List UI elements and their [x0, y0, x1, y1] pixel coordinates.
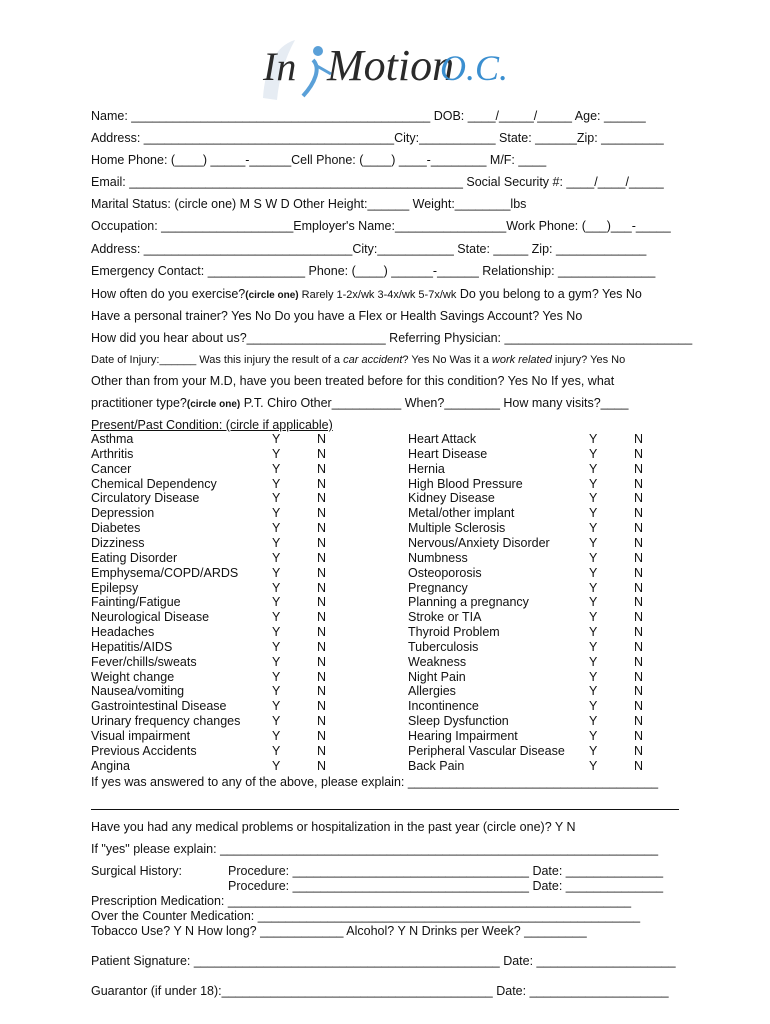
- condition-label: Arthritis: [91, 446, 134, 461]
- condition-yes-option[interactable]: Y: [272, 580, 281, 595]
- condition-label: High Blood Pressure: [408, 476, 523, 491]
- condition-yes-option[interactable]: Y: [272, 743, 281, 758]
- condition-yes-option[interactable]: Y: [272, 699, 281, 714]
- condition-no-option[interactable]: N: [634, 625, 644, 640]
- condition-label: Incontinence: [408, 699, 479, 714]
- condition-yes-option[interactable]: Y: [272, 669, 281, 684]
- condition-label: Eating Disorder: [91, 550, 178, 565]
- condition-label: Stroke or TIA: [408, 610, 482, 625]
- condition-label: Neurological Disease: [91, 610, 210, 625]
- work-injury-yes-no[interactable]: injury? Yes No: [551, 354, 626, 366]
- condition-label: Osteoporosis: [408, 565, 482, 580]
- condition-label: Asthma: [91, 432, 134, 446]
- condition-yes-option[interactable]: Y: [589, 654, 598, 669]
- guarantor-signature-line[interactable]: Guarantor (if under 18):_______________________________________ Date: ____________________: [91, 984, 669, 998]
- explain-continuation-rule[interactable]: [91, 809, 679, 810]
- condition-no-option[interactable]: N: [317, 595, 327, 610]
- prior-treatment-line[interactable]: Other than from your M.D, have you been treated before for this condition? Yes No If yes, what: [91, 374, 615, 388]
- condition-label: Angina: [91, 758, 130, 773]
- phone-line[interactable]: Home Phone: (____) _____-______Cell Phone: (____) ____-________ M/F: ____: [91, 153, 547, 167]
- condition-label: Back Pain: [408, 758, 465, 773]
- condition-label: Heart Attack: [408, 432, 477, 446]
- condition-label: Epilepsy: [91, 580, 139, 595]
- marital-height-weight-line[interactable]: Marital Status: (circle one) M S W D Other Height:______ Weight:________lbs: [91, 197, 527, 211]
- svg-text:In: In: [263, 44, 297, 89]
- practitioner-label: practitioner type?: [91, 396, 187, 410]
- condition-yes-option[interactable]: Y: [589, 446, 598, 461]
- condition-label: Emphysema/COPD/ARDS: [91, 565, 239, 580]
- condition-no-option[interactable]: N: [317, 580, 327, 595]
- condition-yes-option[interactable]: Y: [589, 743, 598, 758]
- patient-signature-line[interactable]: Patient Signature: ____________________________________________ Date: ____________________: [91, 954, 676, 968]
- svg-text:O.C.: O.C.: [440, 48, 509, 88]
- condition-yes-option[interactable]: Y: [589, 699, 598, 714]
- condition-no-option[interactable]: N: [317, 610, 327, 625]
- condition-no-option[interactable]: N: [317, 743, 327, 758]
- exercise-question: How often do you exercise?: [91, 287, 246, 301]
- condition-no-option[interactable]: N: [634, 535, 644, 550]
- condition-yes-option[interactable]: Y: [272, 446, 281, 461]
- condition-no-option[interactable]: N: [317, 684, 327, 699]
- condition-label: Nausea/vomiting: [91, 684, 185, 699]
- condition-no-option[interactable]: N: [317, 639, 327, 654]
- condition-label: Fever/chills/sweats: [91, 654, 197, 669]
- svg-text:Motion: Motion: [327, 41, 455, 90]
- condition-no-option[interactable]: N: [317, 521, 327, 536]
- condition-no-option[interactable]: N: [317, 714, 327, 729]
- condition-no-option[interactable]: N: [634, 610, 644, 625]
- trainer-flex-line[interactable]: Have a personal trainer? Yes No Do you have a Flex or Health Savings Account? Yes No: [91, 309, 583, 323]
- condition-yes-option[interactable]: Y: [272, 432, 281, 446]
- condition-yes-option[interactable]: Y: [272, 714, 281, 729]
- conditions-header: Present/Past Condition: (circle if applicable): [91, 418, 333, 432]
- condition-yes-option[interactable]: Y: [589, 535, 598, 550]
- condition-label: Cancer: [91, 461, 132, 476]
- procedure-line-1[interactable]: Procedure: __________________________________ Date: ______________: [228, 864, 664, 878]
- condition-label: Circulatory Disease: [91, 491, 200, 506]
- condition-label: Fainting/Fatigue: [91, 595, 181, 610]
- condition-no-option[interactable]: N: [634, 446, 644, 461]
- condition-label: Weight change: [91, 669, 175, 684]
- condition-no-option[interactable]: N: [317, 699, 327, 714]
- condition-no-option[interactable]: N: [317, 758, 327, 773]
- hospitalization-line[interactable]: Have you had any medical problems or hospitalization in the past year (circle one)? Y N: [91, 820, 576, 834]
- condition-no-option[interactable]: N: [634, 491, 644, 506]
- condition-yes-option[interactable]: Y: [272, 639, 281, 654]
- condition-label: Night Pain: [408, 669, 466, 684]
- condition-label: Metal/other implant: [408, 506, 515, 521]
- condition-yes-option[interactable]: Y: [589, 461, 598, 476]
- condition-no-option[interactable]: N: [317, 669, 327, 684]
- condition-no-option[interactable]: N: [317, 625, 327, 640]
- condition-label: Gastrointestinal Disease: [91, 699, 227, 714]
- condition-label: Headaches: [91, 625, 155, 640]
- in-motion-oc-logo: [255, 28, 520, 108]
- condition-yes-option[interactable]: Y: [589, 684, 598, 699]
- explain-line[interactable]: If yes was answered to any of the above, please explain: ____________________________________: [91, 775, 659, 789]
- email-ssn-line[interactable]: Email: ________________________________________________ Social Security #: ____/____/_____: [91, 175, 664, 189]
- condition-no-option[interactable]: N: [634, 758, 644, 773]
- condition-yes-option[interactable]: Y: [589, 714, 598, 729]
- occupation-employer-line[interactable]: Occupation: ___________________Employer's Name:________________Work Phone: (___)___-_____: [91, 219, 671, 233]
- condition-label: Chemical Dependency: [91, 476, 217, 491]
- injury-yes-no[interactable]: ? Yes No Was it a: [402, 354, 492, 366]
- condition-yes-option[interactable]: Y: [272, 565, 281, 580]
- condition-yes-option[interactable]: Y: [272, 625, 281, 640]
- condition-yes-option[interactable]: Y: [589, 550, 598, 565]
- condition-yes-option[interactable]: Y: [589, 491, 598, 506]
- condition-label: Sleep Dysfunction: [408, 714, 509, 729]
- condition-no-option[interactable]: N: [317, 506, 327, 521]
- condition-no-option[interactable]: N: [634, 565, 644, 580]
- condition-yes-option[interactable]: Y: [272, 461, 281, 476]
- condition-yes-option[interactable]: Y: [589, 610, 598, 625]
- condition-yes-option[interactable]: Y: [589, 625, 598, 640]
- procedure-line-2[interactable]: Procedure: __________________________________ Date: ______________: [228, 879, 664, 893]
- condition-no-option[interactable]: N: [317, 565, 327, 580]
- condition-yes-option[interactable]: Y: [589, 565, 598, 580]
- condition-label: Hernia: [408, 461, 445, 476]
- condition-yes-option[interactable]: Y: [589, 506, 598, 521]
- condition-no-option[interactable]: N: [634, 669, 644, 684]
- condition-yes-option[interactable]: Y: [589, 729, 598, 743]
- condition-yes-option[interactable]: Y: [589, 521, 598, 536]
- condition-label: Weakness: [408, 654, 467, 669]
- condition-no-option[interactable]: N: [634, 684, 644, 699]
- condition-label: Dizziness: [91, 535, 145, 550]
- condition-yes-option[interactable]: Y: [272, 491, 281, 506]
- condition-yes-option[interactable]: Y: [272, 521, 281, 536]
- condition-label: Previous Accidents: [91, 743, 197, 758]
- address-line[interactable]: Address: ____________________________________City:___________ State: ______Zip: _________: [91, 131, 664, 145]
- condition-yes-option[interactable]: Y: [589, 595, 598, 610]
- condition-label: Hearing Impairment: [408, 729, 518, 743]
- condition-label: Kidney Disease: [408, 491, 495, 506]
- condition-label: Peripheral Vascular Disease: [408, 743, 565, 758]
- tobacco-alcohol-line[interactable]: Tobacco Use? Y N How long? ____________ Alcohol? Y N Drinks per Week? _________: [91, 924, 587, 938]
- condition-yes-option[interactable]: Y: [272, 684, 281, 699]
- condition-yes-option[interactable]: Y: [272, 550, 281, 565]
- injury-line[interactable]: [91, 353, 625, 368]
- condition-yes-option[interactable]: Y: [272, 476, 281, 491]
- condition-no-option[interactable]: N: [634, 699, 644, 714]
- condition-no-option[interactable]: N: [317, 476, 327, 491]
- condition-label: Heart Disease: [408, 446, 488, 461]
- work-related-text: work related: [491, 354, 552, 366]
- condition-no-option[interactable]: N: [634, 461, 644, 476]
- condition-no-option[interactable]: N: [317, 535, 327, 550]
- otc-medication-line[interactable]: Over the Counter Medication: _______________________________________________________: [91, 909, 641, 923]
- condition-yes-option[interactable]: Y: [272, 610, 281, 625]
- condition-label: Allergies: [408, 684, 456, 699]
- condition-yes-option[interactable]: Y: [272, 595, 281, 610]
- condition-label: Depression: [91, 506, 155, 521]
- car-accident-text: car accident: [343, 354, 403, 366]
- condition-no-option[interactable]: N: [634, 654, 644, 669]
- condition-no-option[interactable]: N: [634, 432, 644, 446]
- condition-yes-option[interactable]: Y: [589, 580, 598, 595]
- referral-line[interactable]: How did you hear about us?____________________ Referring Physician: ___________________________: [91, 331, 693, 345]
- condition-label: Urinary frequency changes: [91, 714, 241, 729]
- condition-no-option[interactable]: N: [634, 595, 644, 610]
- condition-no-option[interactable]: N: [634, 521, 644, 536]
- condition-label: Tuberculosis: [408, 639, 479, 654]
- condition-no-option[interactable]: N: [317, 550, 327, 565]
- condition-no-option[interactable]: N: [317, 432, 327, 446]
- hospitalization-explain-line[interactable]: If "yes" please explain: _______________________________________________________________: [91, 842, 659, 856]
- condition-no-option[interactable]: N: [634, 639, 644, 654]
- condition-label: Hepatitis/AIDS: [91, 639, 173, 654]
- exercise-options[interactable]: Rarely 1-2x/wk 3-4x/wk 5-7x/wk: [298, 289, 457, 301]
- condition-yes-option[interactable]: Y: [589, 758, 598, 773]
- condition-no-option[interactable]: N: [317, 491, 327, 506]
- exercise-line[interactable]: [91, 287, 642, 303]
- condition-yes-option[interactable]: Y: [272, 729, 281, 743]
- condition-label: Nervous/Anxiety Disorder: [408, 535, 550, 550]
- condition-no-option[interactable]: N: [634, 580, 644, 595]
- condition-yes-option[interactable]: Y: [589, 639, 598, 654]
- prescription-line[interactable]: Prescription Medication: __________________________________________________________: [91, 894, 632, 908]
- condition-yes-option[interactable]: Y: [272, 654, 281, 669]
- condition-yes-option[interactable]: Y: [272, 758, 281, 773]
- emergency-contact-line[interactable]: Emergency Contact: ______________ Phone: (____) ______-______ Relationship: ______________: [91, 264, 656, 278]
- condition-no-option[interactable]: N: [634, 714, 644, 729]
- condition-no-option[interactable]: N: [317, 654, 327, 669]
- condition-label: Visual impairment: [91, 729, 191, 743]
- circle-one-hint: (circle one): [245, 290, 299, 301]
- condition-no-option[interactable]: N: [634, 743, 644, 758]
- practitioner-options[interactable]: P.T. Chiro Other__________ When?________ How many visits?____: [240, 396, 629, 410]
- condition-label: Numbness: [408, 550, 468, 565]
- employer-address-line[interactable]: Address: ______________________________City:___________ State: _____ Zip: _____________: [91, 242, 647, 256]
- condition-yes-option[interactable]: Y: [272, 535, 281, 550]
- condition-yes-option[interactable]: Y: [589, 476, 598, 491]
- condition-no-option[interactable]: N: [317, 446, 327, 461]
- condition-label: Pregnancy: [408, 580, 468, 595]
- surgical-history-label: Surgical History:: [91, 864, 182, 878]
- condition-label: Diabetes: [91, 521, 141, 536]
- practitioner-line[interactable]: [91, 396, 628, 412]
- condition-yes-option[interactable]: Y: [272, 506, 281, 521]
- circle-one-hint-2: (circle one): [186, 399, 241, 410]
- condition-no-option[interactable]: N: [634, 506, 644, 521]
- condition-label: Planning a pregnancy: [408, 595, 529, 610]
- condition-no-option[interactable]: N: [634, 729, 644, 743]
- condition-label: Thyroid Problem: [408, 625, 500, 640]
- condition-yes-option[interactable]: Y: [589, 669, 598, 684]
- injury-date[interactable]: Date of Injury:______ Was this injury the result of a: [91, 354, 344, 366]
- condition-yes-option[interactable]: Y: [589, 432, 598, 446]
- condition-no-option[interactable]: N: [634, 550, 644, 565]
- condition-no-option[interactable]: N: [317, 461, 327, 476]
- name-dob-age-line[interactable]: Name: ___________________________________________ DOB: ____/_____/_____ Age: ______: [91, 109, 646, 123]
- condition-no-option[interactable]: N: [634, 476, 644, 491]
- condition-label: Multiple Sclerosis: [408, 521, 506, 536]
- condition-no-option[interactable]: N: [317, 729, 327, 743]
- gym-question[interactable]: Do you belong to a gym? Yes No: [456, 287, 642, 301]
